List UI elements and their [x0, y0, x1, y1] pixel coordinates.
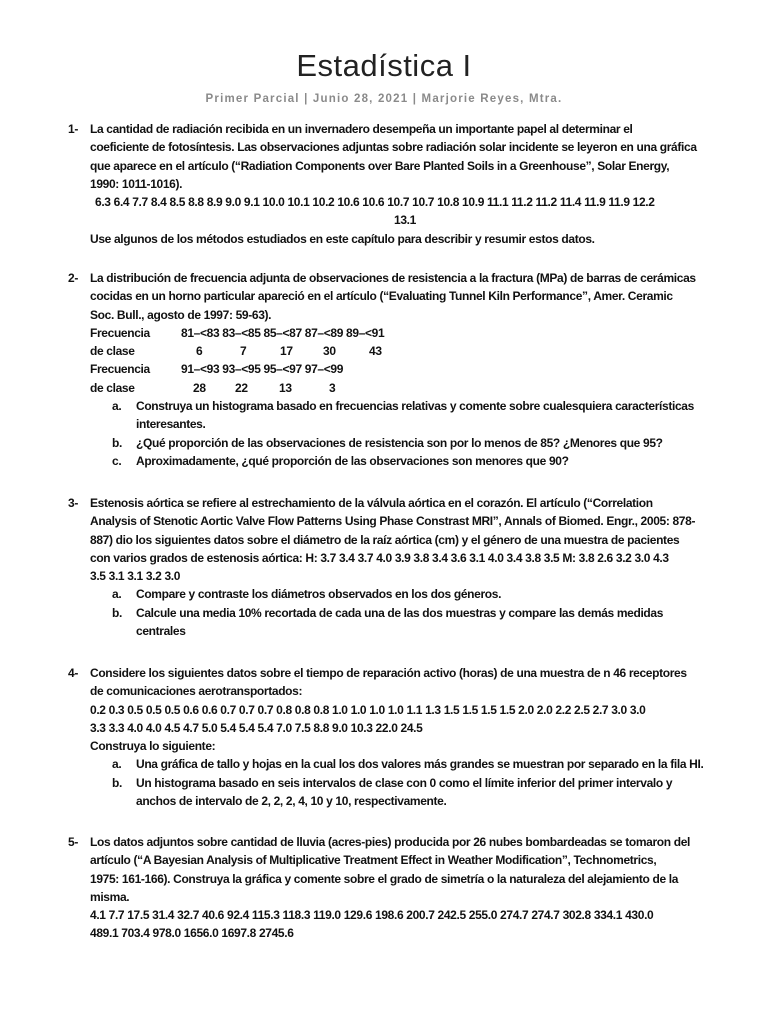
document-title: Estadística I	[296, 48, 472, 83]
problem-text-line: 3.5 3.1 3.1 3.2 3.0	[90, 569, 181, 584]
table-label: Frecuencia	[90, 325, 150, 340]
sub-question-letter: b.	[112, 435, 122, 450]
sub-question-a	[90, 585, 720, 603]
frequency-count: 17	[280, 344, 293, 359]
data-values-last: 13.1	[394, 213, 416, 228]
sub-question-text: interesantes.	[136, 417, 206, 432]
sub-question-text: centrales	[136, 624, 186, 639]
data-values-line: 0.2 0.3 0.5 0.5 0.5 0.6 0.6 0.7 0.7 0.7 0.8 0.8 0.8 1.0 1.0 1.0 1.0 1.1 1.3 1.5 1.5 1.5 1.5 2.0 2.0 2.2 2.5 2.7 3.0 3.0	[90, 702, 646, 717]
class-intervals: 91–<93 93–<95 95–<97 97–<99	[181, 362, 344, 377]
problem-number: 5-	[68, 835, 78, 849]
table-label: de clase	[90, 344, 135, 359]
data-values-line: 3.3 3.3 4.0 4.0 4.5 4.7 5.0 5.4 5.4 5.4 7.0 7.5 8.8 9.0 10.3 22.0 24.5	[90, 720, 423, 735]
problem-text-line: que aparece en el artículo (“Radiation Components over Bare Planted Soils in a Greenhouse”, Solar Energy,	[90, 158, 670, 173]
problem-5	[68, 833, 720, 943]
problem-number: 1-	[68, 122, 78, 136]
sub-question-c	[90, 452, 720, 470]
data-values-line: 4.1 7.7 17.5 31.4 32.7 40.6 92.4 115.3 118.3 119.0 129.6 198.6 200.7 242.5 255.0 274.7 274.7 302.8 334.1 430.0	[90, 908, 654, 923]
sub-question-text: anchos de intervalo de 2, 2, 2, 4, 10 y 10, respectivamente.	[136, 794, 447, 809]
problem-text-line: coeficiente de fotosíntesis. Las observaciones adjuntas sobre radiación solar incidente se leyeron en una gráfica	[90, 140, 697, 155]
frequency-count: 3	[329, 380, 336, 395]
sub-question-a	[90, 755, 720, 773]
problem-body	[90, 664, 720, 810]
document-subtitle: Primer Parcial | Junio 28, 2021 | Marjorie Reyes, Mtra.	[205, 93, 563, 105]
sub-question-b	[90, 434, 720, 452]
frequency-table-1-counts	[90, 342, 720, 360]
sub-question-letter: b.	[112, 775, 122, 790]
sub-question-text: Calcule una media 10% recortada de cada una de las dos muestras y compare las demás medidas	[136, 605, 664, 620]
frequency-table-2-counts	[90, 379, 720, 397]
problem-text-line: de comunicaciones aerotransportados:	[90, 684, 303, 699]
problem-body	[90, 120, 720, 248]
problem-text-line: Los datos adjuntos sobre cantidad de lluvia (acres-pies) producida por 26 nubes bombardeadas se tomaron del	[90, 835, 691, 849]
frequency-count: 28	[193, 380, 206, 395]
frequency-count: 22	[235, 380, 248, 395]
frequency-count: 7	[240, 344, 247, 359]
problem-text-line: La cantidad de radiación recibida en un invernadero desempeña un importante papel al determinar el	[90, 122, 633, 136]
problem-body	[90, 494, 720, 640]
sub-question-a	[90, 397, 720, 434]
frequency-table-1-header	[90, 324, 720, 342]
frequency-count: 30	[323, 344, 336, 359]
problem-text-line: 1990: 1011-1016).	[90, 176, 183, 191]
sub-question-letter: a.	[112, 757, 122, 772]
class-intervals: 81–<83 83–<85 85–<87 87–<89 89–<91	[181, 325, 385, 340]
problem-body	[90, 269, 720, 470]
problem-text-line: Soc. Bull., agosto de 1997: 59-63).	[90, 307, 272, 322]
problem-closing: Use algunos de los métodos estudiados en este capítulo para describir y resumir estos datos.	[90, 231, 595, 246]
problem-text-line: 1975: 161-166). Construya la gráfica y comente sobre el grado de simetría o la naturaleza del alejamiento de la	[90, 871, 679, 886]
sub-question-text: Una gráfica de tallo y hojas en la cual los dos valores más grandes se muestran por separado en la fila HI.	[136, 757, 704, 772]
problem-text-line: La distribución de frecuencia adjunta de observaciones de resistencia a la fractura (MPa) de barras de cerámicas	[90, 271, 696, 285]
problem-1	[68, 120, 720, 248]
sub-question-letter: c.	[112, 453, 122, 468]
problem-number: 3-	[68, 496, 78, 510]
problem-text-line: con varios grados de estenosis aórtica: H: 3.7 3.4 3.7 4.0 3.9 3.8 3.4 3.6 3.1 4.0 3.4 3.8 3.5 M: 3.8 2.6 3.2 3.0 4.3	[90, 550, 669, 565]
sub-question-b	[90, 774, 720, 811]
problem-text-line: artículo (“A Bayesian Analysis of Multiplicative Treatment Effect in Weather Modification”, Technometrics,	[90, 853, 657, 868]
table-label: de clase	[90, 380, 135, 395]
frequency-table-2-header	[90, 360, 720, 378]
frequency-count: 43	[369, 344, 382, 359]
problem-body	[90, 833, 720, 943]
problem-number: 4-	[68, 666, 78, 680]
problem-text-line: misma.	[90, 889, 130, 904]
table-label: Frecuencia	[90, 362, 150, 377]
problem-4	[68, 664, 720, 810]
sub-question-text: Aproximadamente, ¿qué proporción de las observaciones son menores que 90?	[136, 453, 569, 468]
sub-question-letter: b.	[112, 605, 122, 620]
problem-2	[68, 269, 720, 470]
sub-question-text: Compare y contraste los diámetros observados en los dos géneros.	[136, 587, 502, 602]
problem-text-line: Construya lo siguiente:	[90, 739, 216, 754]
data-values-line: 6.3 6.4 7.7 8.4 8.5 8.8 8.9 9.0 9.1 10.0 10.1 10.2 10.6 10.6 10.7 10.7 10.8 10.9 11.1 11.2 11.2 11.4 11.9 11.9 12.2	[95, 195, 655, 210]
sub-question-text: ¿Qué proporción de las observaciones de resistencia son por lo menos de 85? ¿Menores que 95?	[136, 435, 663, 450]
problem-text-line: Considere los siguientes datos sobre el tiempo de reparación activo (horas) de una muestra de n 46 receptores	[90, 666, 687, 680]
problem-text-line: 887) dio los siguientes datos sobre el diámetro de la raíz aórtica (cm) y el género de una muestra de pacientes	[90, 532, 680, 547]
problem-number: 2-	[68, 271, 78, 285]
frequency-count: 13	[279, 380, 292, 395]
sub-question-letter: a.	[112, 399, 122, 414]
sub-question-text: Un histograma basado en seis intervalos de clase con 0 como el límite inferior del primer intervalo y	[136, 775, 673, 790]
frequency-count: 6	[196, 344, 203, 359]
sub-question-b	[90, 604, 720, 641]
data-values-line: 489.1 703.4 978.0 1656.0 1697.8 2745.6	[90, 926, 294, 941]
sub-question-text: Construya un histograma basado en frecuencias relativas y comente sobre cualesquiera características	[136, 399, 694, 414]
sub-question-letter: a.	[112, 587, 122, 602]
problem-3	[68, 494, 720, 640]
problem-text-line: Analysis of Stenotic Aortic Valve Flow Patterns Using Phase Constrast MRI”, Annals of Biomed. Engr., 2005: 878-	[90, 514, 696, 529]
problem-text-line: cocidas en un horno particular apareció en el artículo (“Evaluating Tunnel Kiln Performance”, Amer. Ceramic	[90, 289, 673, 304]
problem-text-line: Estenosis aórtica se refiere al estrechamiento de la válvula aórtica en el corazón. El artículo (“Correlation	[90, 496, 653, 510]
